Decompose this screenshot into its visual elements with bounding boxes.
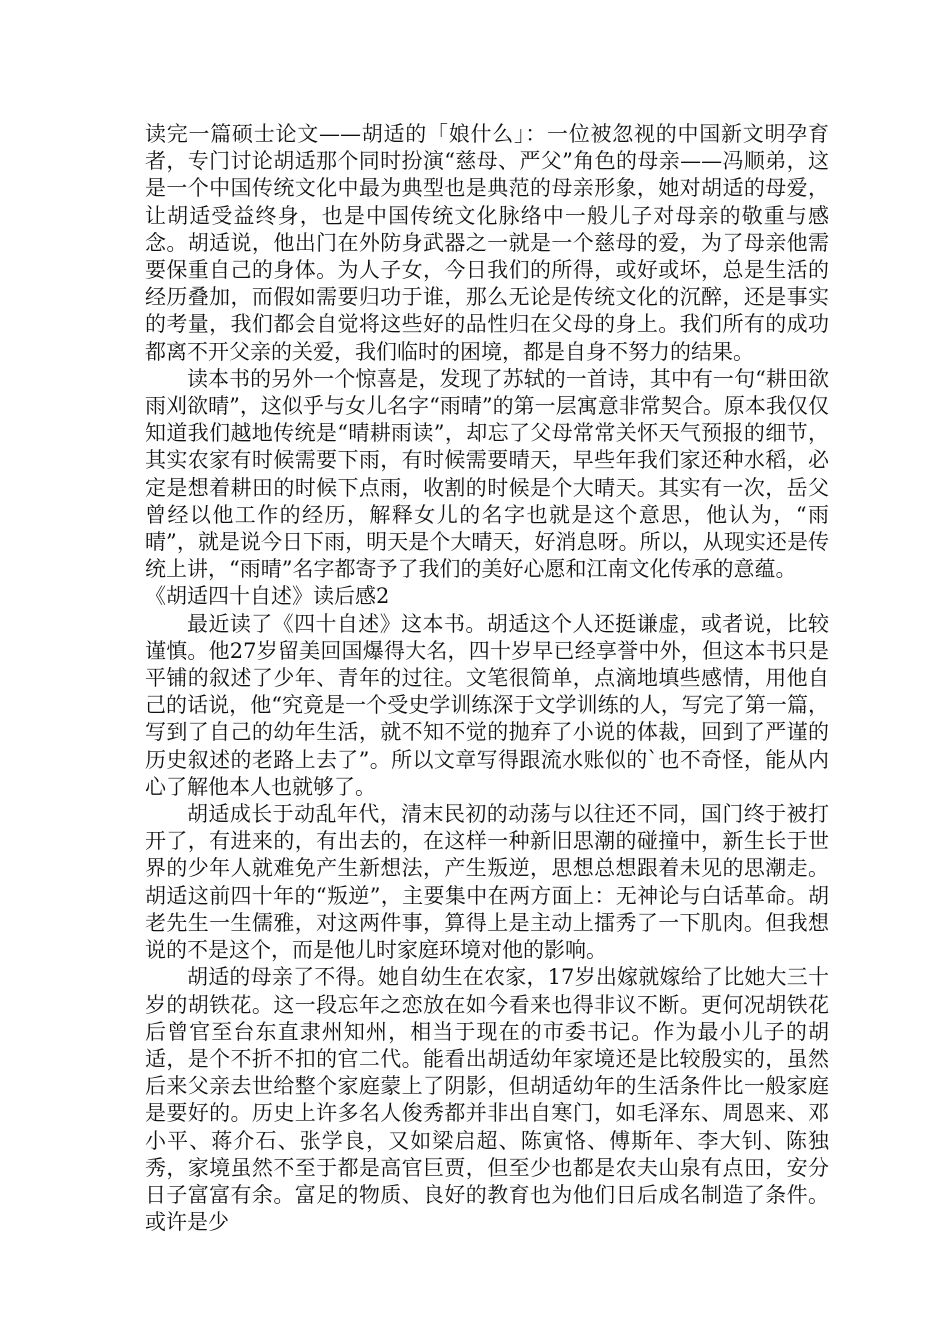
paragraph-5: 胡适的母亲了不得。她自幼生在农家，17岁出嫁就嫁给了比她大三十岁的胡铁花。这一段忘年之恋放在如今看来也得非议不断。更何况胡铁花后曾官至台东直隶州知州，相当于现在的市委书记。作为最小儿子的胡适，是个不折不扣的官二代。能看出胡适幼年家境还是比较殷实的，虽然后来父亲去世给整个家庭蒙上了阴影，但胡适幼年的生活条件比一般家庭是要好的。历史上许多名人俊秀都并非出自寒门，如毛泽东、周恩来、邓小平、蒋介石、张学良，又如梁启超、陈寅恪、傅斯年、李大钊、陈独秀，家境虽然不至于都是高官巨贾，但至少也都是农夫山泉有点田，安分日子富富有余。富足的物质、良好的教育也为他们日后成名制造了条件。或许是少 [145,965,829,1235]
paragraph-2: 读本书的另外一个惊喜是，发现了苏轼的一首诗，其中有一句“耕田欲雨刈欲晴”，这似乎与女儿名字“雨晴”的第一层寓意非常契合。原本我仅仅知道我们越地传统是“晴耕雨读”，却忘了父母常常关怀天气预报的细节，其实农家有时候需要下雨，有时候需要晴天，早些年我们家还种水稻，必定是想着耕田的时候下点雨，收割的时候是个大晴天。其实有一次，岳父曾经以他工作的经历，解释女儿的名字也就是这个意思，他认为，“雨晴”，就是说今日下雨，明天是个大晴天，好消息呀。所以，从现实还是传统上讲，“雨晴”名字都寄予了我们的美好心愿和江南文化传承的意蕴。 [145,366,829,582]
section-title: 《胡适四十自述》读后感2 [145,584,390,609]
paragraph-4: 胡适成长于动乱年代，清末民初的动荡与以往还不同，国门终于被打开了，有进来的，有出去的，在这样一种新旧思潮的碰撞中，新生长于世界的少年人就难免产生新想法，产生叛逆，思想总想跟着未见的思潮走。胡适这前四十年的“叛逆”，主要集中在两方面上：无神论与白话革命。胡老先生一生儒雅，对这两件事，算得上是主动上擂秀了一下肌肉。但我想说的不是这个，而是他儿时家庭环境对他的影响。 [145,802,829,963]
paragraph-3: 最近读了《四十自述》这本书。胡适这个人还挺谦虚，或者说，比较谨慎。他27岁留美回国爆得大名，四十岁早已经享誉中外，但这本书只是平铺的叙述了少年、青年的过往。文笔很简单，点滴地填些感情，用他自己的话说，他“究竟是一个受史学训练深于文学训练的人，写完了第一篇，写到了自己的幼年生活，就不知不觉的抛弃了小说的体裁，回到了严谨的历史叙述的老路上去了”。所以文章写得跟流水账似的`也不奇怪，能从内心了解他本人也就够了。 [145,611,829,799]
paragraph-1: 读完一篇硕士论文——胡适的「娘什么」：一位被忽视的中国新文明孕育者，专门讨论胡适那个同时扮演“慈母、严父”角色的母亲——冯顺弟，这是一个中国传统文化中最为典型也是典范的母亲形象，她对胡适的母爱，让胡适受益终身，也是中国传统文化脉络中一般儿子对母亲的敬重与感念。胡适说，他出门在外防身武器之一就是一个慈母的爱，为了母亲他需要保重自己的身体。为人子女，今日我们的所得，或好或坏，总是生活的经历叠加，而假如需要归功于谁，那么无论是传统文化的沉醉，还是事实的考量，我们都会自觉将这些好的品性归在父母的身上。我们所有的成功都离不开父亲的关爱，我们临时的困境，都是自身不努力的结果。 [145,122,829,364]
document-body [145,121,829,1236]
